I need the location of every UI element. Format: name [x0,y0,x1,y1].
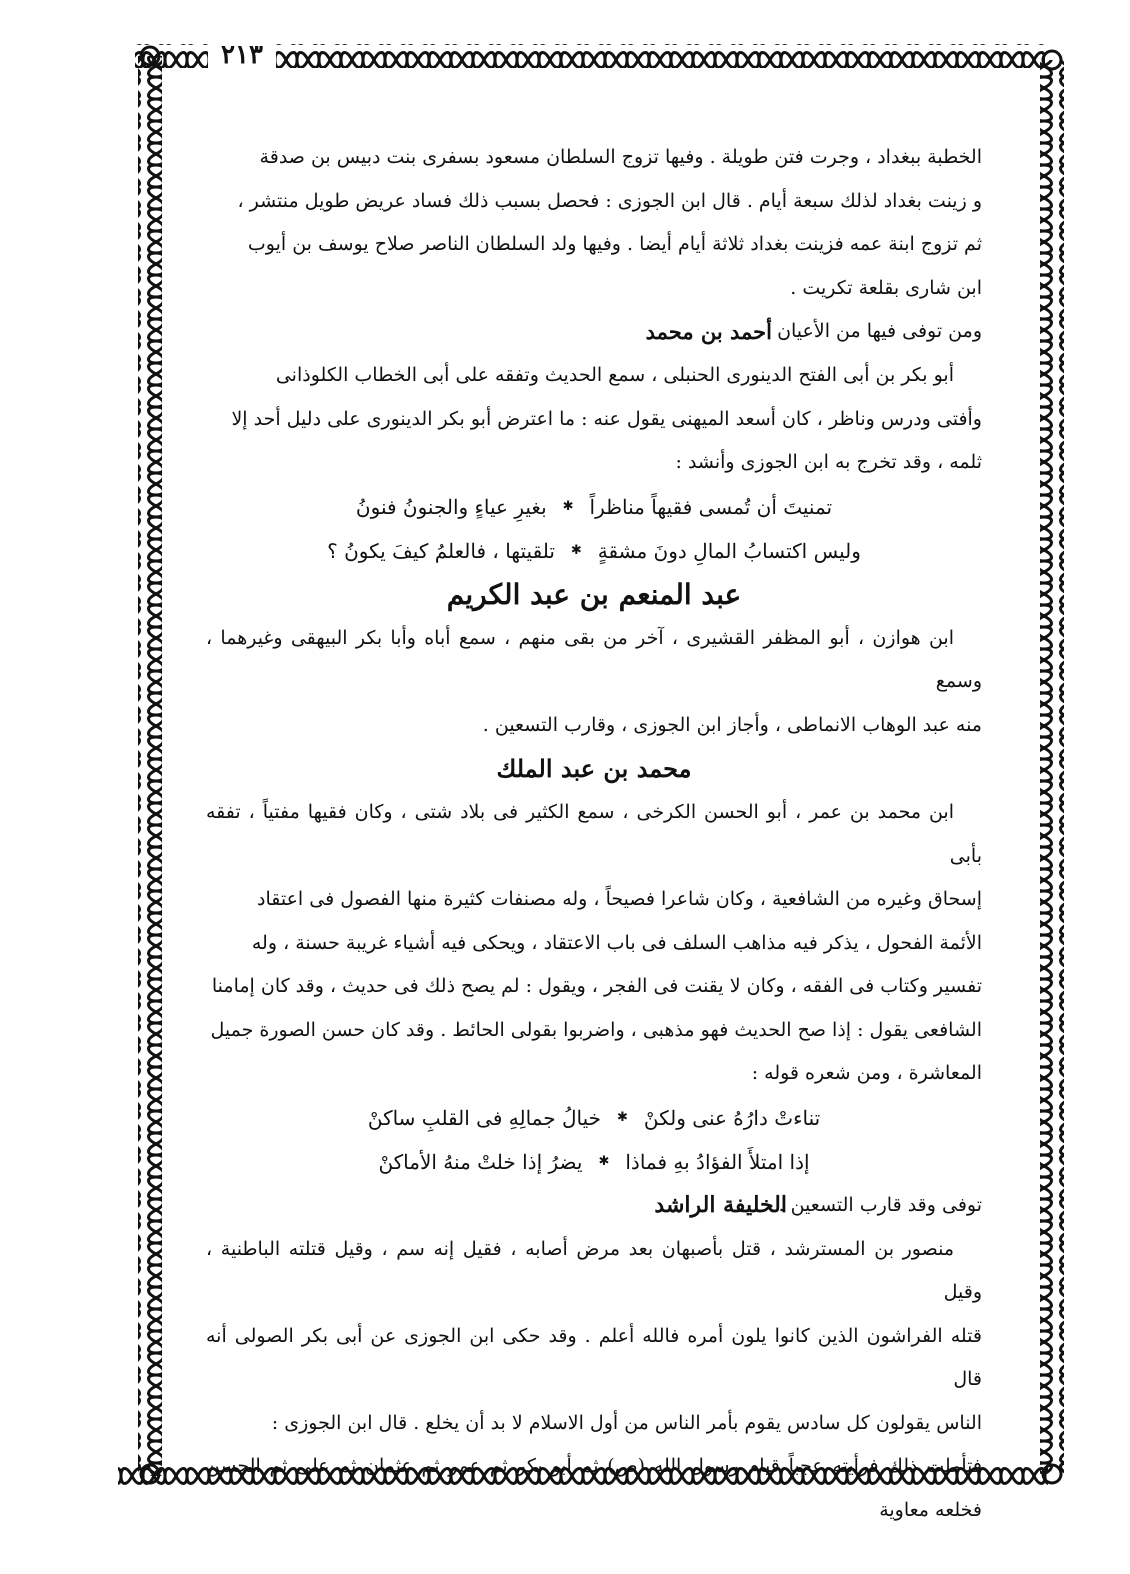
verse-separator-icon: ✱ [598,1153,610,1169]
border-left [138,56,162,1476]
verse-line [206,1096,982,1140]
entry-heading-abd-al-munim: عبد المنعم بن عبد الكريم [446,577,742,611]
text-line: أبو بكر بن أبى الفتح الدينورى الحنبلى ، سمع الحديث وتفقه على أبى الخطاب الكلوذانى [275,364,954,386]
text-line: تفسير وكتاب فى الفقه ، وكان لا يقنت فى الفجر ، ويقول : لم يصح ذلك فى حديث ، وقد كان إمامنا [211,975,982,997]
died-row [206,1184,982,1228]
text-line: الخطبة ببغداد ، وجرت فتن طويلة . وفيها تزوج السلطان مسعود بسفرى بنت دبيس بن صدقة [259,146,982,168]
notables-row [206,310,982,354]
verse-separator-icon: ✱ [570,542,582,558]
text-line: الناس يقولون كل سادس يقوم بأمر الناس من أول الاسلام لا بد أن يخلع . قال ابن الجوزى : [271,1411,982,1434]
verse-hemistich: تمنيتَ أن تُمسى فقيهاً مناظراً [589,494,833,519]
text-line: ثم تزوج ابنة عمه فزينت بغداد ثلاثة أيام أيضا . وفيها ولد السلطان الناصر صلاح يوسف بن أيوب [247,233,982,255]
verse-separator-icon: ✱ [617,1109,628,1125]
text-line: إسحاق وغيره من الشافعية ، وكان شاعرا فصيحاً ، وله مصنفات كثيرة منها الفصول فى اعتقاد [256,888,982,910]
verse-line [206,1140,982,1184]
notables-intro: ومن توفى فيها من الأعيان [777,320,982,342]
text-line: ثلمه ، وقد تخرج به ابن الجوزى وأنشد : [675,451,982,473]
text-line: و زينت بغداد لذلك سبعة أيام . قال ابن الجوزى : فحصل بسبب ذلك فساد عريض طويل منتشر ، [237,189,982,212]
text-line: قتله الفراشون الذين كانوا يلون أمره فالله أعلم . وقد حكى ابن الجوزى عن أبى بكر الصولى أنه قال [206,1324,982,1390]
entry-heading-ahmad: أحمد بن محمد [645,319,772,344]
verse-hemistich: تناءتْ دارُهُ عنى ولكنْ [643,1105,821,1130]
page-number: ٢١٣ [208,40,276,70]
entry-heading-al-rashid: الخليفة الراشد [654,1191,787,1218]
text-line: ابن محمد بن عمر ، أبو الحسن الكرخى ، سمع الكثير فى بلاد شتى ، وكان فقيها مفتياً ، تفقه بأبى [206,801,982,867]
died-line: توفى وقد قارب التسعين . [778,1193,982,1216]
verse-separator-icon: ✱ [562,498,574,514]
text-line: ابن شارى بقلعة تكريت . [790,276,982,299]
entry-heading-muhammad: محمد بن عبد الملك [496,754,692,783]
verse-hemistich: يضرُ إذا خلتْ منهُ الأماكنْ [378,1149,583,1174]
verse-hemistich: وليس اكتسابُ المالِ دونَ مشقةٍ [597,538,861,563]
text-line: منصور بن المسترشد ، قتل بأصبهان بعد مرض أصابه ، فقيل إنه سم ، وقيل قتلته الباطنية ، وقيل [206,1237,982,1303]
verse-hemistich: بغيرِ عياءٍ والجنونُ فنونُ [355,494,547,519]
text-line: الشافعى يقول : إذا صح الحديث فهو مذهبى ، واضربوا بقولى الحائط . وقد كان حسن الصورة جميل [210,1018,982,1041]
verse-line [206,485,982,529]
verse-line [206,529,982,573]
text-line: وأفتى ودرس وناظر ، كان أسعد الميهنى يقول عنه : ما اعترض أبو بكر الدينورى على دليل أحد إلا [231,407,982,430]
text-line: منه عبد الوهاب الانماطى ، وأجاز ابن الجوزى ، وقارب التسعين . [482,713,982,736]
text-line: ابن هوازن ، أبو المظفر القشيرى ، آخر من بقى منهم ، سمع أباه وأبا بكر البيهقى وغيرهما ، وسمع [206,626,982,692]
verse-hemistich: إذا امتلأَ الفؤادُ بهِ فماذا [625,1149,810,1174]
text-line: الأئمة الفحول ، يذكر فيه مذاهب السلف فى باب الاعتقاد ، ويحكى فيه أشياء غريبة حسنة ، وله [251,931,982,954]
verse-hemistich: خيالُ جمالِهِ فى القلبِ ساكنْ [367,1105,601,1130]
text-line: فتأملت ذلك فرأيته عجباً قيام رسول الله (ص) ثم أبو بكر ثم عمر ثم عثمان ثم على ثم الحسن فخلعه معاوية [206,1455,982,1521]
border-right [1040,60,1064,1474]
verse-hemistich: تلقيتها ، فالعلمُ كيفَ يكونُ ؟ [327,538,555,563]
page-text [206,136,982,1521]
text-line: المعاشرة ، ومن شعره قوله : [751,1062,982,1084]
